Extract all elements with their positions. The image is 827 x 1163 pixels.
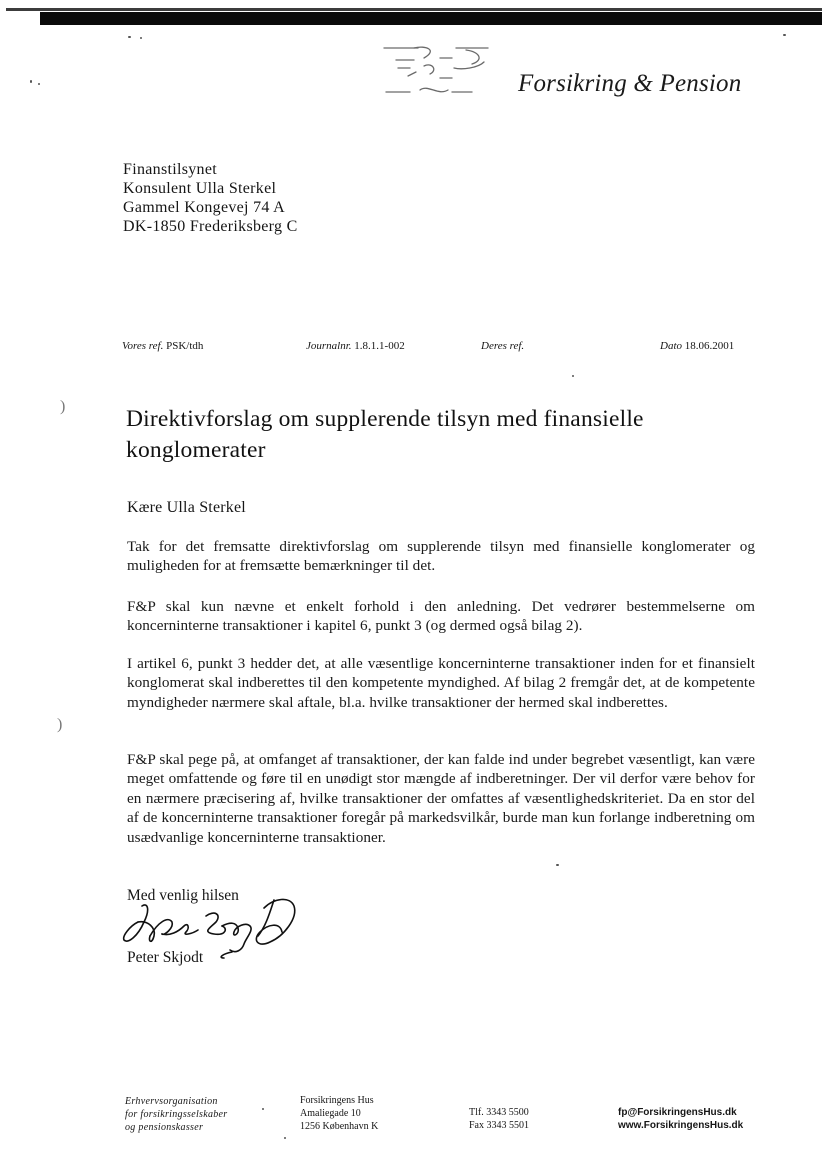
brand-name: Forsikring & Pension — [518, 70, 742, 97]
footer-address-line: 1256 København K — [300, 1121, 379, 1132]
fp-logo-icon — [380, 44, 495, 100]
recipient-address — [123, 160, 298, 236]
scan-speck — [783, 34, 786, 36]
body-paragraph: Tak for det fremsatte direktivforslag om supplerende tilsyn med finansielle konglomerater og muligheden for at fremsætte bemærkninger til det. — [127, 538, 755, 575]
footer-address-line: Forsikringens Hus — [300, 1095, 374, 1106]
punch-hole-mark: ) — [57, 716, 63, 733]
salutation: Kære Ulla Sterkel — [127, 499, 246, 516]
footer-phone-fax — [469, 1106, 529, 1132]
footer-org-line: for forsikringsselskaber — [125, 1109, 228, 1120]
footer-website-link[interactable]: www.ForsikringensHus.dk — [618, 1120, 744, 1131]
footer-address-line: Amaliegade 10 — [300, 1108, 361, 1119]
scan-speck — [38, 83, 40, 85]
our-reference — [122, 340, 203, 352]
date-label: Dato — [660, 340, 682, 352]
punch-hole-mark: ) — [60, 398, 66, 415]
scan-speck — [140, 37, 142, 39]
scan-speck — [30, 80, 32, 83]
journal-number — [306, 340, 405, 352]
letter-subject: Direktivforslag om supplerende tilsyn med finansielle konglomerater — [126, 406, 644, 463]
journal-number-label: Journalnr. — [306, 340, 352, 352]
scan-speck — [284, 1137, 286, 1139]
scan-speck — [128, 36, 131, 38]
footer-org-line: Erhvervsorganisation — [125, 1096, 218, 1107]
letterhead-bar — [40, 12, 822, 25]
your-reference-label: Deres ref. — [481, 340, 525, 352]
scan-speck — [556, 864, 559, 866]
signer-name: Peter Skjodt — [127, 949, 204, 966]
scan-top-line — [6, 8, 822, 11]
scan-speck — [572, 375, 574, 377]
scan-speck — [262, 1108, 264, 1110]
date-value: 18.06.2001 — [684, 340, 735, 352]
body-paragraph: I artikel 6, punkt 3 hedder det, at alle væsentlige koncerninterne transaktioner inden for et finansielt konglomerat skal indberettes til den kompetente myndighed. Af bilag 2 fremgår det, at de kompetente myndigheder nærmere skal aftale, bl.a. hvilke transaktioner der hermed skal indberettes. — [127, 655, 755, 711]
our-reference-value: PSK/tdh — [166, 340, 204, 352]
footer-contact — [618, 1106, 743, 1132]
body-paragraph: F&P skal kun nævne et enkelt forhold i den anledning. Det vedrører bestemmelserne om koncerninterne transaktioner i kapitel 6, punkt 3 (og dermed også bilag 2). — [127, 598, 755, 635]
footer-org-line: og pensionskasser — [125, 1122, 204, 1133]
address-line: Finanstilsynet — [123, 161, 217, 178]
address-line: Konsulent Ulla Sterkel — [123, 180, 277, 197]
footer-fax: Fax 3343 5501 — [469, 1120, 529, 1131]
body-paragraph: F&P skal pege på, at omfanget af transaktioner, der kan falde ind under begrebet væsentligt, kan være meget omfattende og føre til en unødigt stor mængde af indberetninger. Der vil derfor være behov for en nærmere præcisering af, hvilke transaktioner der omfattes af væsentlighedskriteriet. Da en stor del af de koncerninterne transaktioner foregår på markedsvilkår, burde man kun forlange indberetning om usædvanlige koncerninterne transaktioner. — [127, 751, 755, 846]
journal-number-value: 1.8.1.1-002 — [354, 340, 405, 352]
footer-email-link[interactable]: fp@ForsikringensHus.dk — [618, 1107, 737, 1118]
letter-date — [660, 340, 734, 352]
footer-phone: Tlf. 3343 5500 — [469, 1107, 529, 1118]
footer-organisation — [125, 1095, 227, 1134]
address-line: Gammel Kongevej 74 A — [123, 199, 285, 216]
closing: Med venlig hilsen — [127, 887, 239, 904]
your-reference — [481, 340, 524, 352]
footer-address — [300, 1094, 378, 1133]
address-line: DK-1850 Frederiksberg C — [123, 218, 298, 235]
our-reference-label: Vores ref. — [122, 340, 164, 352]
